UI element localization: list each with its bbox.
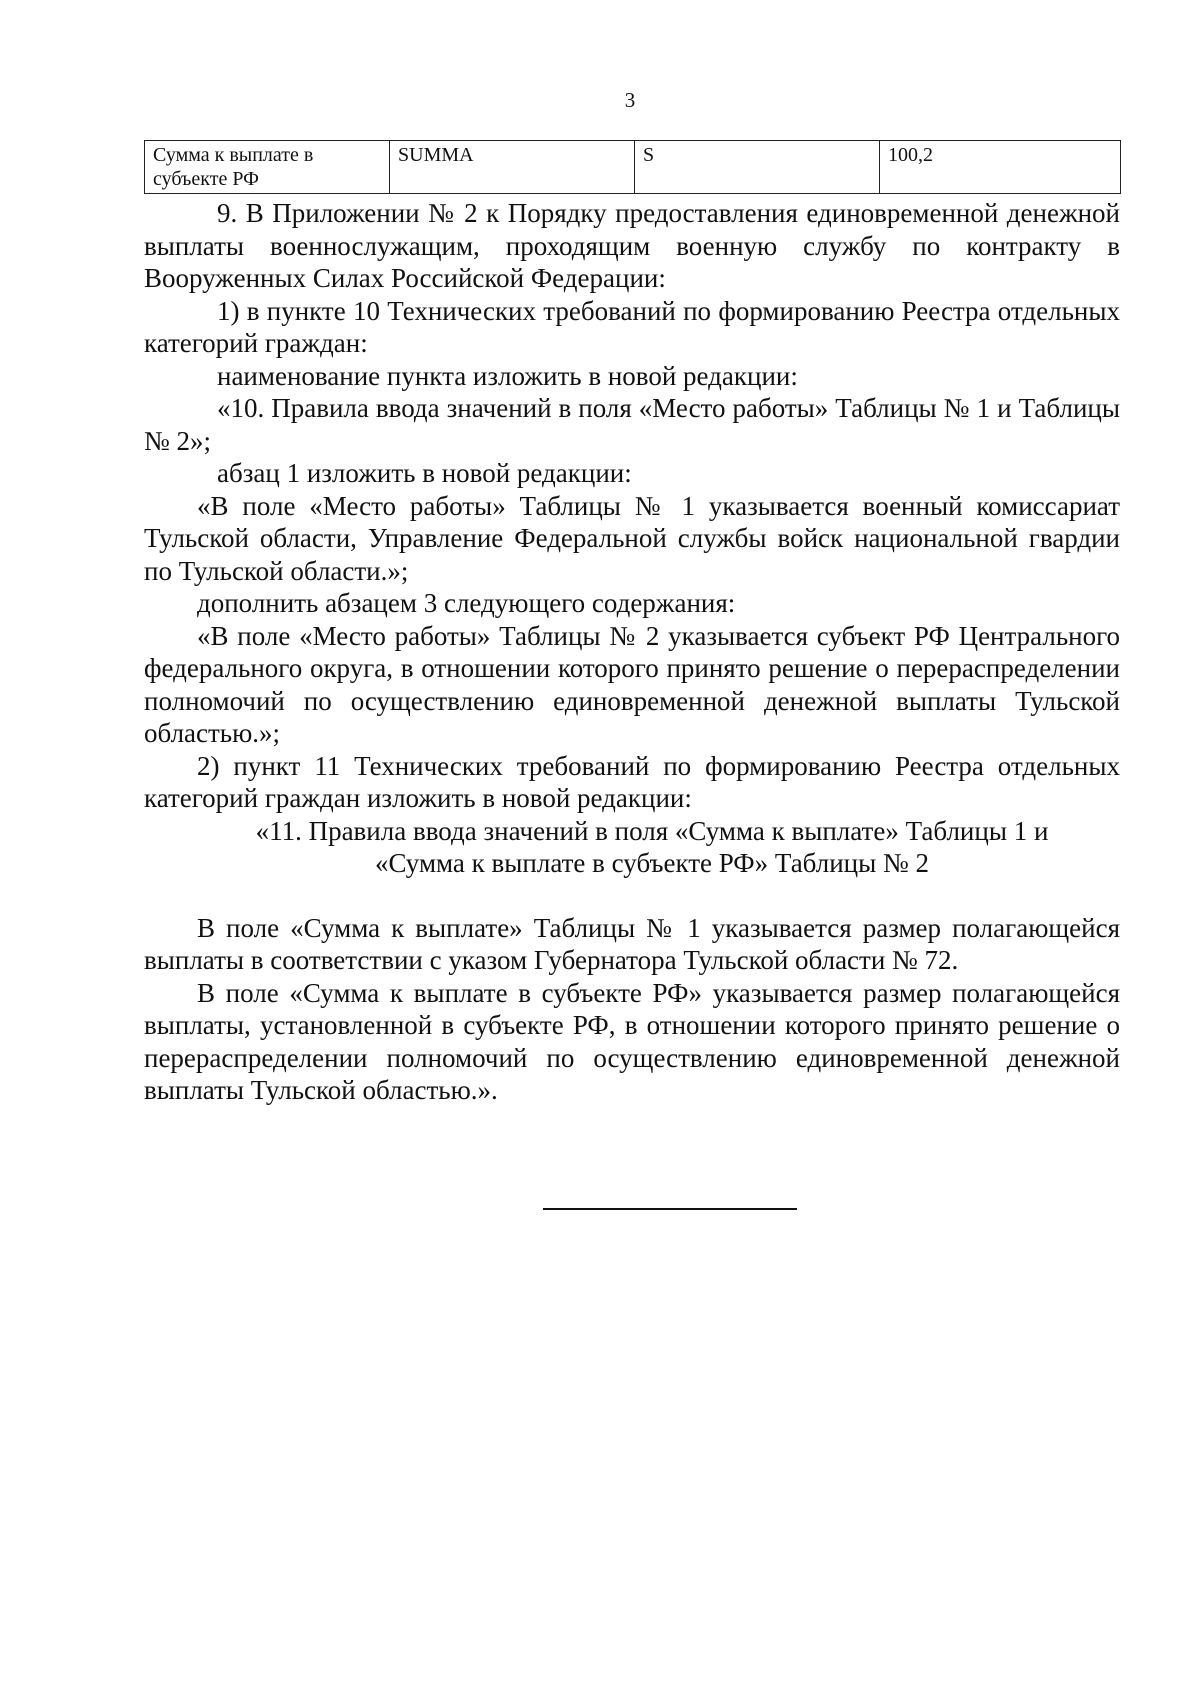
table-cell-field-code: SUMMA [390, 141, 635, 194]
document-text [144, 197, 1120, 1107]
paragraph-field-table-2: «В поле «Место работы» Таблицы № 2 указывается субъект РФ Центрального федерального округа, в отношении которого принято решение о перераспределении полномочий по осуществлению единовременной денежной выплаты Тульской областью.»; [144, 620, 1120, 748]
section-heading-line-2: «Сумма к выплате в субъекте РФ» Таблицы № 2 [374, 848, 930, 878]
table-row [145, 141, 1121, 194]
document-body [144, 140, 1120, 1107]
paragraph-item-1: 1) в пункте 10 Технических требований по формированию Реестра отдельных категорий граждан: [144, 295, 1120, 358]
paragraph-rename-item: наименование пункта изложить в новой редакции: [217, 360, 798, 391]
section-heading-line-1: «11. Правила ввода значений в поля «Сумма к выплате» Таблицы 1 и [255, 815, 1049, 846]
paragraph-sum-table-1: В поле «Сумма к выплате» Таблицы № 1 указывается размер полагающейся выплаты в соответствии с указом Губернатора Тульской области № 72. [144, 912, 1120, 975]
table-cell-field-type: S [635, 141, 880, 194]
page-number: 3 [624, 88, 636, 112]
paragraph-item-2: 2) пункт 11 Технических требований по формированию Реестра отдельных категорий граждан изложить в новой редакции: [144, 750, 1120, 813]
paragraph-sum-subject: В поле «Сумма к выплате в субъекте РФ» указывается размер полагающейся выплаты, установленной в субъекте РФ, в отношении которого принято решение о перераспределении полномочий по осуществлению единовременной денежной выплаты Тульской областью.». [144, 977, 1120, 1105]
paragraph-item-10-title: «10. Правила ввода значений в поля «Место работы» Таблицы № 1 и Таблицы № 2»; [144, 393, 1120, 456]
spacer [144, 880, 1120, 912]
end-rule-divider [543, 1208, 797, 1210]
fields-table [144, 140, 1121, 194]
paragraph-abzats-1: абзац 1 изложить в новой редакции: [217, 458, 632, 488]
paragraph-field-table-1: «В поле «Место работы» Таблицы № 1 указывается военный комиссариат Тульской области, Управление Федеральной службы войск национальной гвардии по Тульской области.»; [144, 490, 1120, 586]
table-cell-field-format: 100,2 [880, 141, 1121, 194]
paragraph-add-abzats-3: дополнить абзацем 3 следующего содержания: [197, 588, 736, 618]
table-cell-field-name: Сумма к выплате в субъекте РФ [145, 141, 390, 194]
paragraph-9: 9. В Приложении № 2 к Порядку предоставления единовременной денежной выплаты военнослужащим, проходящим военную службу по контракту в Вооруженных Силах Российской Федерации: [144, 198, 1120, 293]
